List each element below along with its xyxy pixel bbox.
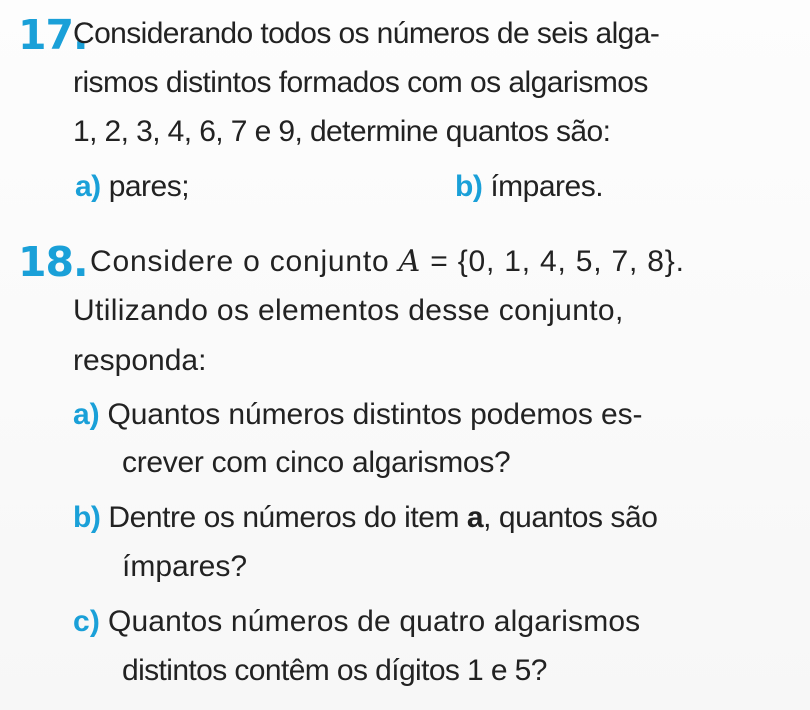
item-a: [75, 168, 189, 206]
item-text: pares;: [108, 170, 190, 203]
item-letter: c): [73, 605, 100, 638]
item-text: Dentre os números do item: [108, 501, 467, 534]
item-letter: b): [455, 170, 483, 203]
item-text-continuation: crever com cinco algarismos?: [122, 446, 511, 479]
item-b: [455, 168, 603, 206]
item-c: [73, 603, 640, 641]
set-intro-text: Considere o conjunto: [90, 245, 399, 278]
item-b: [73, 499, 657, 537]
item-text: Quantos números distintos podemos es-: [107, 398, 643, 431]
exercise-text-line: rismos distintos formados com os algarismos: [73, 66, 648, 99]
exercise-text-line: 1, 2, 3, 4, 6, 7 e 9, determine quantos são:: [73, 115, 611, 148]
item-text: , quantos são: [483, 501, 658, 534]
exercise-number: 18.: [18, 238, 88, 286]
set-elements: = {0, 1, 4, 5, 7, 8}.: [421, 245, 685, 278]
item-text-continuation: ímpares?: [122, 550, 248, 583]
item-letter: a): [75, 170, 101, 203]
exercise-number: 17.: [18, 11, 88, 59]
item-text-continuation: distintos contêm os dígitos 1 e 5?: [122, 654, 547, 687]
item-text: Quantos números de quatro algarismos: [107, 605, 641, 638]
item-letter: a): [73, 398, 100, 431]
exercise-text-line: Utilizando os elementos desse conjunto,: [73, 294, 624, 327]
item-reference: a: [466, 501, 484, 534]
item-text: ímpares.: [490, 170, 604, 203]
exercise-text-line: Considerando todos os números de seis alga-: [73, 17, 660, 50]
set-name: A: [398, 244, 422, 279]
item-a: [73, 396, 642, 434]
item-letter: b): [73, 501, 101, 534]
exercise-text-line: [90, 243, 685, 281]
exercise-text-line: responda:: [73, 344, 207, 377]
